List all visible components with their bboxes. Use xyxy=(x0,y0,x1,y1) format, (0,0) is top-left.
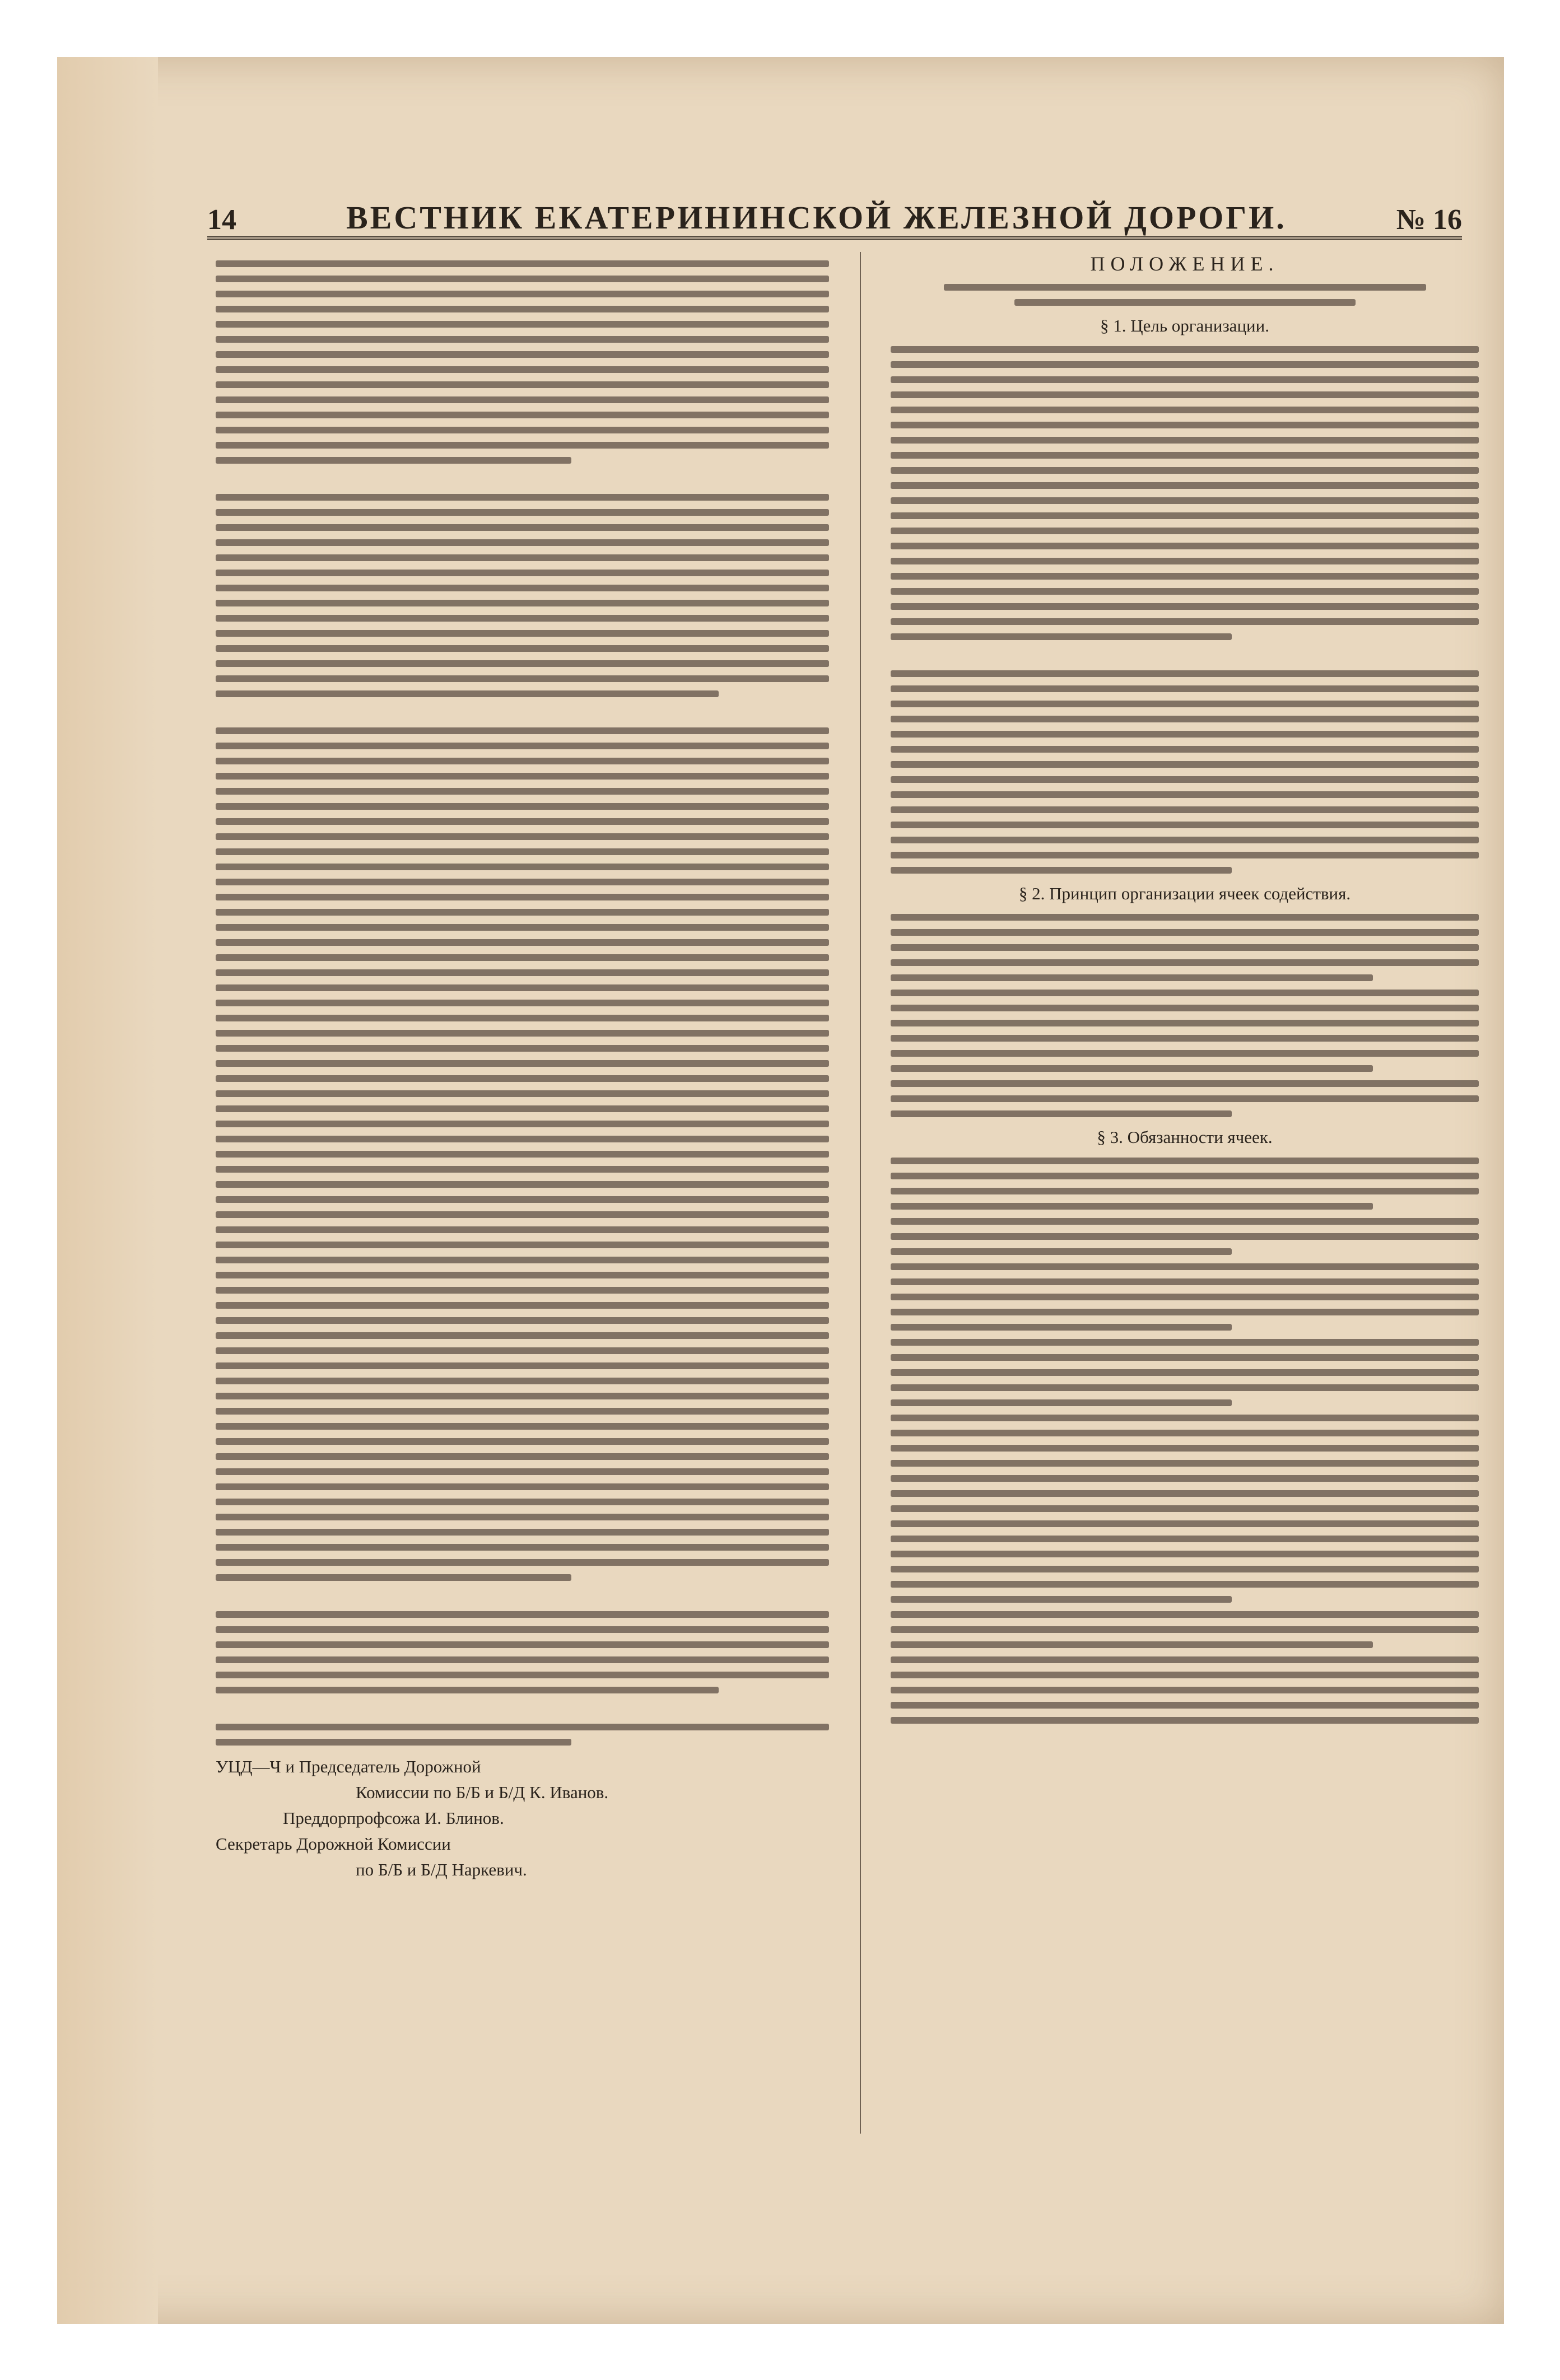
section-1-title: § 1. Цель организации. xyxy=(1100,316,1269,335)
left-margin xyxy=(57,57,158,2324)
newspaper-title: ВЕСТНИК ЕКАТЕРИНИНСКОЙ ЖЕЛЕЗНОЙ ДОРОГИ. xyxy=(346,199,1287,236)
column-divider xyxy=(860,252,861,2134)
issue-number: № 16 xyxy=(1396,204,1462,236)
signature-line-5: по Б/Б и Б/Д Наркевич. xyxy=(356,1860,527,1879)
section-2-lines xyxy=(891,914,1479,1117)
section-3-title: § 3. Обязанности ячеек. xyxy=(1097,1127,1273,1147)
signature-line-1: УЦД—Ч и Председатель Дорожной xyxy=(216,1757,481,1776)
section-1-lines xyxy=(891,346,1479,874)
signature-line-4: Секретарь Дорожной Комиссии xyxy=(216,1834,451,1854)
article-text-lines xyxy=(216,260,829,1746)
signatures xyxy=(216,1754,829,1883)
section-3-lines xyxy=(891,1158,1479,1724)
signature-line-3: Преддорпрофсожа И. Блинов. xyxy=(283,1808,504,1828)
left-column xyxy=(216,252,829,1883)
page-number: 14 xyxy=(207,204,236,236)
right-column xyxy=(891,252,1479,1732)
section-2-title: § 2. Принцип организации ячеек содействия. xyxy=(1018,884,1351,903)
signature-line-2: Комиссии по Б/Б и Б/Д К. Иванов. xyxy=(356,1782,609,1802)
masthead xyxy=(207,185,1462,240)
regulation-heading: ПОЛОЖЕНИЕ. xyxy=(1090,253,1279,275)
